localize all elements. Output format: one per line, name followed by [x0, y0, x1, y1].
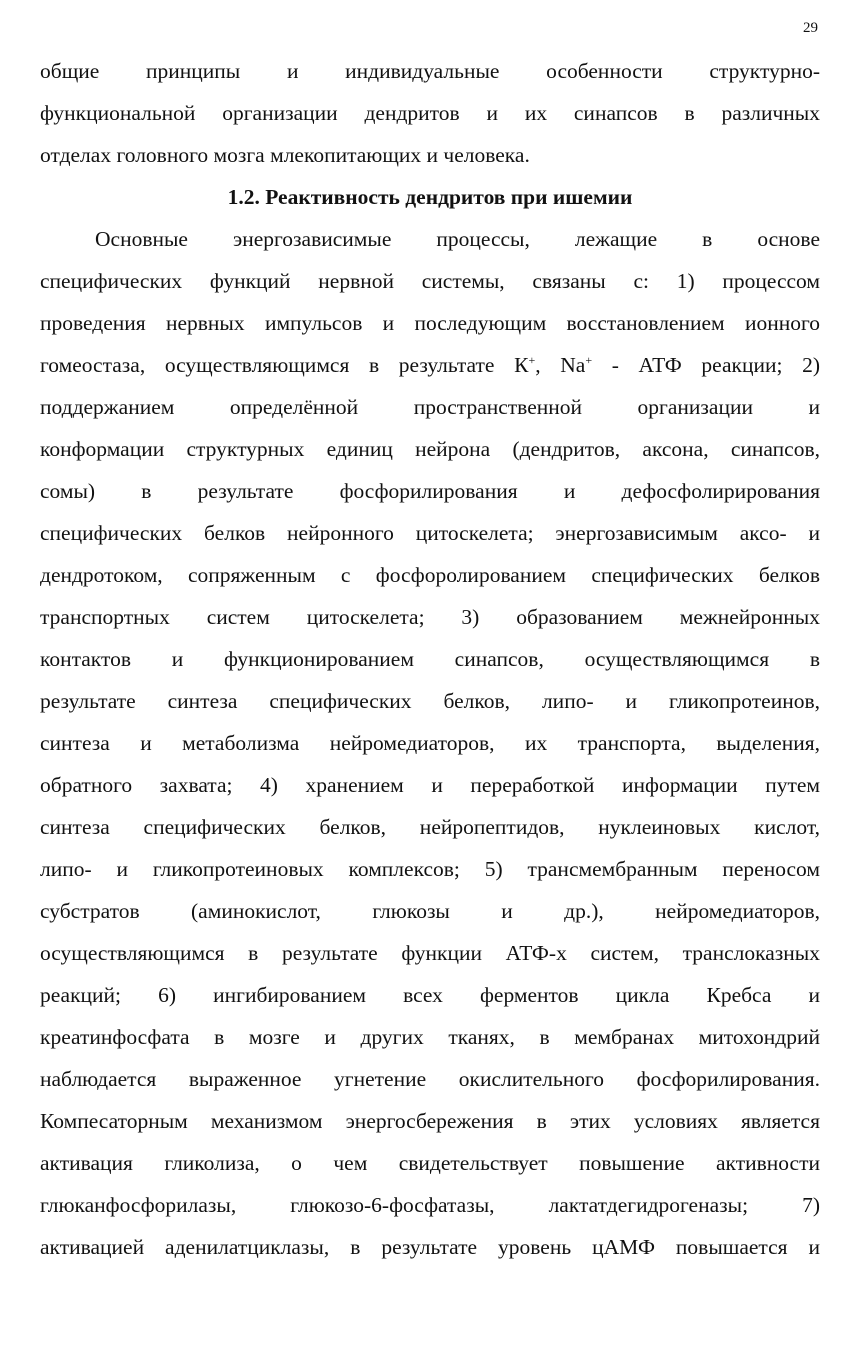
- paragraph-lines: [40, 386, 820, 1268]
- text-line: синтеза специфических белков, нейропептидов, нуклеиновых кислот,: [40, 815, 820, 839]
- text-line: специфических белков нейронного цитоскелета; энергозависимым аксо- и: [40, 521, 820, 545]
- text-line: осуществляющимся в результате функции АТФ-х систем, транслоказных: [40, 941, 820, 965]
- text-line: наблюдается выраженное угнетение окислительного фосфорилирования.: [40, 1067, 820, 1091]
- text-line: дендротоком, сопряженным с фосфоролированием специфических белков: [40, 563, 820, 587]
- paragraph-continuation: [40, 50, 820, 176]
- text-line: сомы) в результате фосфорилирования и дефосфолирирования: [40, 479, 820, 503]
- section-heading: 1.2. Реактивность дендритов при ишемии: [227, 185, 633, 209]
- text-line: креатинфосфата в мозге и других тканях, в мембранах митохондрий: [40, 1025, 820, 1049]
- text-line: конформации структурных единиц нейрона (дендритов, аксона, синапсов,: [40, 437, 820, 461]
- text-line: Основные энергозависимые процессы, лежащие в основе: [95, 227, 820, 251]
- text-line: активация гликолиза, о чем свидетельствует повышение активности: [40, 1151, 820, 1175]
- superscript-plus: +: [585, 352, 593, 367]
- text-line: транспортных систем цитоскелета; 3) образованием межнейронных: [40, 605, 820, 629]
- text-line-with-superscripts: [40, 344, 820, 386]
- text-line: субстратов (аминокислот, глюкозы и др.), нейромедиаторов,: [40, 899, 820, 923]
- text-line: Компесаторным механизмом энергосбережения в этих условиях является: [40, 1109, 820, 1133]
- text-line: синтеза и метаболизма нейромедиаторов, их транспорта, выделения,: [40, 731, 820, 755]
- text-line: отделах головного мозга млекопитающих и человека.: [40, 143, 530, 167]
- page-body: [40, 50, 820, 1268]
- text-line: контактов и функционированием синапсов, осуществляющимся в: [40, 647, 820, 671]
- text-line: липо- и гликопротеиновых комплексов; 5) трансмембранным переносом: [40, 857, 820, 881]
- text-line: активацией аденилатциклазы, в результате уровень цАМФ повышается и: [40, 1235, 820, 1259]
- text-line: результате синтеза специфических белков, липо- и гликопротеинов,: [40, 689, 820, 713]
- text-line: поддержанием определённой пространственной организации и: [40, 395, 820, 419]
- text-line: глюканфосфорилазы, глюкозо-6-фосфатазы, лактатдегидрогеназы; 7): [40, 1193, 820, 1217]
- text-line: общие принципы и индивидуальные особенности структурно-: [40, 59, 820, 83]
- text-fragment: - АТФ реакции; 2): [592, 353, 820, 377]
- text-fragment: , Na: [535, 353, 586, 377]
- text-line: специфических функций нервной системы, связаны с: 1) процессом: [40, 269, 820, 293]
- text-line: реакций; 6) ингибированием всех ферментов цикла Кребса и: [40, 983, 820, 1007]
- paragraph-main: [40, 218, 820, 1268]
- text-line: проведения нервных импульсов и последующим восстановлением ионного: [40, 311, 820, 335]
- page-number: 29: [803, 20, 818, 36]
- superscript-plus: +: [528, 352, 536, 367]
- text-fragment: гомеостаза, осуществляющимся в результате К: [40, 353, 529, 377]
- text-line: функциональной организации дендритов и их синапсов в различных: [40, 101, 820, 125]
- text-line: обратного захвата; 4) хранением и переработкой информации путем: [40, 773, 820, 797]
